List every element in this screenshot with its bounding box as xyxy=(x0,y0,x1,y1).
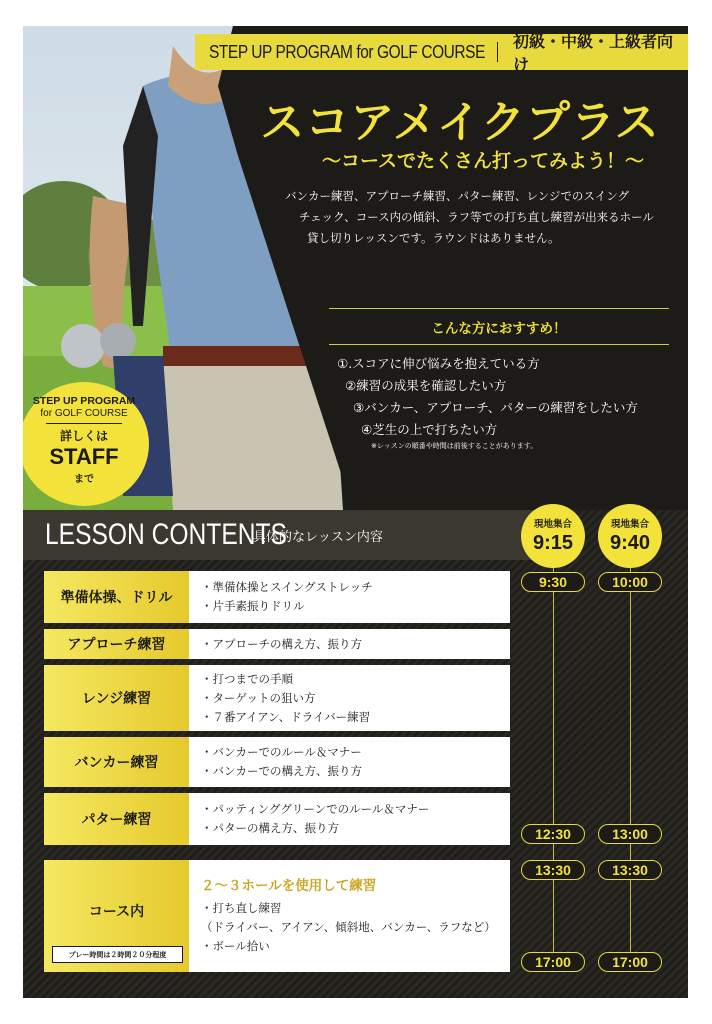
description-line: バンカー練習、アプローチ練習、パター練習、レンジでのスイング xyxy=(285,189,629,203)
program-band xyxy=(195,32,688,74)
badge-divider xyxy=(46,423,122,424)
lesson-item: ・ボール拾い xyxy=(201,938,270,953)
meet-time: 9:40 xyxy=(609,532,651,554)
lesson-row xyxy=(44,629,510,659)
time-column-line xyxy=(630,536,631,966)
lesson-item: （ドライバー、アイアン、傾斜地、バンカー、ラフなど） xyxy=(201,919,496,934)
lesson-item: ・打ち直し練習 xyxy=(201,900,282,915)
recommend-item: ②練習の成果を確認したい方 xyxy=(345,378,507,393)
lesson-item: ・アプローチの構え方、振り方 xyxy=(201,636,362,651)
subtitle: 〜コースでたくさん打ってみよう！〜 xyxy=(321,150,645,172)
lesson-items xyxy=(189,571,510,623)
lesson-label: レンジ練習 xyxy=(44,665,189,731)
band-divider xyxy=(497,42,498,62)
lesson-row xyxy=(44,860,510,972)
play-time-note: プレー時間は２時間２０分程度 xyxy=(52,946,183,963)
badge-made: まで xyxy=(74,474,94,485)
time-start: 9:30 xyxy=(521,572,585,592)
course-heading: ２〜３ホールを使用して練習 xyxy=(201,877,377,894)
lesson-item: ・バンカーでのルール＆マナー xyxy=(201,745,362,759)
lesson-items xyxy=(189,860,510,972)
lesson-label: バンカー練習 xyxy=(44,737,189,787)
program-label: STEP UP PROGRAM for GOLF COURSE xyxy=(209,41,485,62)
time-mid-end: 13:00 xyxy=(598,824,662,844)
lesson-item: ・パッティンググリーンでのルール＆マナー xyxy=(201,802,430,816)
time-mid-end: 12:30 xyxy=(521,824,585,844)
time-end: 17:00 xyxy=(521,952,585,972)
lesson-row xyxy=(44,665,510,731)
meet-label: 現地集合 xyxy=(610,519,649,530)
lesson-items xyxy=(189,665,510,731)
lesson-items xyxy=(189,737,510,787)
lesson-row xyxy=(44,793,510,845)
divider xyxy=(329,344,669,345)
meet-label: 現地集合 xyxy=(533,519,572,530)
lesson-item: ・打つまでの手順 xyxy=(201,671,293,686)
lesson-item: ・片手素振りドリル xyxy=(201,599,305,613)
recommend-item: ①.スコアに伸び悩みを抱えている方 xyxy=(337,356,540,371)
meet-badge xyxy=(598,504,662,568)
badge-program: STEP UP PROGRAM xyxy=(32,395,136,407)
staff-badge xyxy=(23,382,149,506)
lesson-item: ・パターの構え方、振り方 xyxy=(201,821,339,835)
lesson-label: アプローチ練習 xyxy=(44,629,189,659)
meet-badge xyxy=(521,504,585,568)
lesson-items xyxy=(189,629,510,659)
time-course-start: 13:30 xyxy=(598,860,662,880)
recommend-title: こんな方におすすめ！ xyxy=(431,321,567,337)
lesson-subtitle: 具体的なレッスン内容 xyxy=(253,530,383,545)
lesson-label-text: コース内 xyxy=(88,904,145,920)
lesson-item: ・ターゲットの狙い方 xyxy=(201,690,316,705)
description-line: 貸し切りレッスンです。ラウンドはありません。 xyxy=(307,231,560,245)
level-label: 初級・中級・上級者向け xyxy=(513,32,674,74)
badge-course: for GOLF COURSE xyxy=(40,408,128,419)
meet-time: 9:15 xyxy=(532,532,574,554)
time-course-start: 13:30 xyxy=(521,860,585,880)
badge-staff: STAFF xyxy=(49,444,119,469)
lesson-row xyxy=(44,571,510,623)
lesson-items xyxy=(189,793,510,845)
main-title: スコアメイクプラス xyxy=(260,97,660,148)
description xyxy=(285,186,675,249)
recommend-note: ※レッスンの順番や時間は前後することがあります。 xyxy=(371,442,538,450)
description-line: チェック、コース内の傾斜、ラフ等での打ち直し練習が出来るホール xyxy=(299,210,654,224)
time-start: 10:00 xyxy=(598,572,662,592)
time-column-line xyxy=(553,536,554,966)
lesson-row xyxy=(44,737,510,787)
recommend-item: ③バンカー、アプローチ、パターの練習をしたい方 xyxy=(353,400,638,415)
lesson-label: パター練習 xyxy=(44,793,189,845)
lesson-title: LESSON CONTENTS xyxy=(45,518,287,551)
time-end: 17:00 xyxy=(598,952,662,972)
poster xyxy=(23,26,688,998)
lesson-item: ・準備体操とスイングストレッチ xyxy=(201,580,373,594)
badge-details: 詳しくは xyxy=(59,429,108,443)
lesson-label xyxy=(44,860,189,972)
lesson-item: ・７番アイアン、ドライバー練習 xyxy=(201,709,371,724)
recommend-box xyxy=(329,308,669,451)
recommend-item: ④芝生の上で打ちたい方 xyxy=(361,422,498,437)
lesson-label: 準備体操、ドリル xyxy=(44,571,189,623)
recommend-list xyxy=(329,353,669,441)
lesson-item: ・バンカーでの構え方、振り方 xyxy=(201,764,362,778)
